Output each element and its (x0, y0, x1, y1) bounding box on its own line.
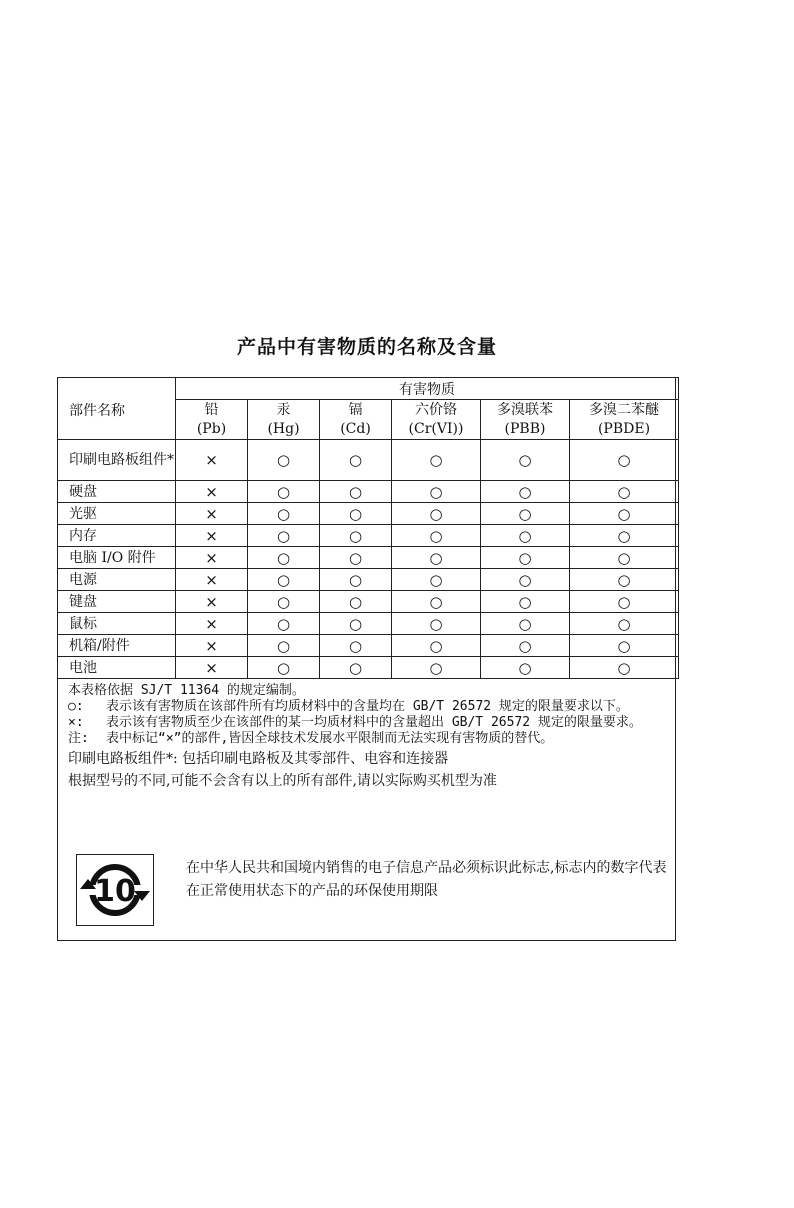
substance-value-cell (248, 503, 320, 525)
table-row (58, 591, 679, 613)
part-name-cell: 键盘 (58, 591, 176, 613)
exceeds-mark: × (205, 570, 218, 589)
exceeds-mark: × (205, 504, 218, 523)
substance-value-cell (481, 635, 570, 657)
substance-value-cell (481, 481, 570, 503)
part-name-cell: 机箱/附件 (58, 635, 176, 657)
cross-note (68, 715, 668, 731)
substance-value-cell (176, 481, 248, 503)
compliant-mark: ○ (276, 658, 291, 677)
substance-value-cell (570, 657, 679, 679)
substance-value-cell (481, 525, 570, 547)
compliant-mark: ○ (429, 526, 443, 545)
page-title: 产品中有害物质的名称及含量 (236, 336, 497, 358)
substance-value-cell (481, 657, 570, 679)
efup-logo-number: 10 (94, 874, 136, 909)
substance-value-cell (248, 657, 320, 679)
basis-note: 本表格依据 SJ/T 11364 的规定编制。 (68, 683, 305, 698)
part-name-cell: 鼠标 (58, 613, 176, 635)
substance-value-cell (481, 503, 570, 525)
substance-header (481, 400, 570, 440)
compliant-mark: ○ (617, 570, 631, 589)
compliant-mark: ○ (518, 504, 532, 523)
substance-value-cell (392, 591, 481, 613)
compliant-mark: ○ (276, 570, 291, 589)
substance-value-cell (320, 525, 392, 547)
exceeds-mark: × (205, 636, 218, 655)
compliant-mark: ○ (348, 482, 363, 501)
table-row (58, 635, 679, 657)
compliant-mark: ○ (348, 526, 363, 545)
compliant-mark: ○ (276, 526, 291, 545)
substance-value-cell (176, 591, 248, 613)
exceeds-mark: × (205, 592, 218, 611)
compliant-mark: ○ (429, 614, 443, 633)
table-row (58, 547, 679, 569)
substance-value-cell (570, 481, 679, 503)
substance-header (570, 400, 679, 440)
compliant-mark: ○ (276, 504, 291, 523)
exceeds-mark: × (205, 526, 218, 545)
part-name-cell: 电脑 I/O 附件 (58, 547, 176, 569)
exceeds-mark: × (205, 451, 218, 469)
efup-logo (76, 854, 154, 926)
compliant-mark: ○ (429, 658, 443, 677)
part-name-cell: 光驱 (58, 503, 176, 525)
substance-value-cell (176, 657, 248, 679)
substance-value-cell (176, 525, 248, 547)
exceeds-mark: × (205, 482, 218, 501)
substance-value-cell (248, 547, 320, 569)
table-row (58, 503, 679, 525)
compliant-mark: ○ (276, 548, 291, 567)
table-row (58, 440, 679, 481)
compliant-mark: ○ (617, 636, 631, 655)
substance-value-cell (570, 547, 679, 569)
substance-name: 铅 (204, 401, 219, 418)
compliant-mark: ○ (348, 548, 363, 567)
hazardous-substances-table (57, 377, 679, 679)
compliant-mark: ○ (429, 482, 443, 501)
compliant-mark: ○ (276, 482, 291, 501)
compliant-mark: ○ (617, 451, 631, 469)
cross-note-text: 表示该有害物质至少在该部件的某一均质材料中的含量超出 GB/T 26572 规定的限量要求。 (106, 715, 642, 730)
substance-value-cell (481, 591, 570, 613)
substance-value-cell (176, 613, 248, 635)
substance-header (176, 400, 248, 440)
compliant-mark: ○ (276, 636, 291, 655)
compliant-mark: ○ (348, 614, 363, 633)
substance-value-cell (248, 569, 320, 591)
substance-name: 多溴二苯醚 (589, 401, 659, 418)
compliant-mark: ○ (276, 614, 291, 633)
substance-value-cell (320, 657, 392, 679)
compliant-mark: ○ (348, 451, 363, 469)
compliant-mark: ○ (276, 451, 291, 469)
compliant-mark: ○ (518, 548, 532, 567)
compliant-mark: ○ (429, 592, 443, 611)
compliant-mark: ○ (429, 636, 443, 655)
substance-value-cell (392, 481, 481, 503)
substance-value-cell (570, 503, 679, 525)
part-name-cell: 硬盘 (58, 481, 176, 503)
table-row (58, 613, 679, 635)
substance-value-cell (392, 657, 481, 679)
remark-note (68, 731, 668, 747)
substance-value-cell (320, 481, 392, 503)
substance-value-cell (320, 613, 392, 635)
table-row (58, 481, 679, 503)
substance-header (248, 400, 320, 440)
substance-symbol: (Cr(VI)) (408, 420, 464, 437)
substance-value-cell (392, 440, 481, 481)
substance-symbol: (Cd) (340, 420, 371, 437)
substance-value-cell (392, 547, 481, 569)
substance-value-cell (392, 525, 481, 547)
substance-value-cell (176, 635, 248, 657)
compliant-mark: ○ (518, 636, 532, 655)
table-row (58, 657, 679, 679)
compliant-mark: ○ (518, 592, 532, 611)
substance-value-cell (570, 569, 679, 591)
substance-value-cell (392, 569, 481, 591)
substance-value-cell (320, 547, 392, 569)
substance-value-cell (248, 613, 320, 635)
substance-value-cell (570, 591, 679, 613)
compliant-mark: ○ (617, 526, 631, 545)
substance-value-cell (248, 440, 320, 481)
substance-symbol: (PBDE) (597, 420, 651, 437)
substance-value-cell (248, 525, 320, 547)
substance-value-cell (176, 547, 248, 569)
compliant-mark: ○ (617, 658, 631, 677)
compliant-mark: ○ (429, 451, 443, 469)
compliant-mark: ○ (617, 482, 631, 501)
substance-value-cell (320, 440, 392, 481)
substance-value-cell (570, 440, 679, 481)
substance-value-cell (481, 440, 570, 481)
table-row (58, 525, 679, 547)
substance-name: 多溴联苯 (497, 401, 553, 418)
part-name-cell: 电源 (58, 569, 176, 591)
compliant-mark: ○ (617, 504, 631, 523)
notes-section (68, 683, 668, 791)
remark-note-mark: 注: (68, 731, 89, 746)
substance-value-cell (248, 635, 320, 657)
compliant-mark: ○ (429, 570, 443, 589)
substance-value-cell (320, 591, 392, 613)
substance-value-cell (176, 569, 248, 591)
pcb-note: 印刷电路板组件*: 包括印刷电路板及其零部件、电容和连接器 (68, 751, 449, 767)
efup-description: 在中华人民共和国境内销售的电子信息产品必须标识此标志,标志内的数字代表在正常使用状态下的产品的环保使用期限 (186, 860, 667, 899)
circle-note-mark: ○: (68, 699, 84, 714)
substance-value-cell (481, 613, 570, 635)
compliant-mark: ○ (518, 526, 532, 545)
table-row (58, 569, 679, 591)
compliant-mark: ○ (276, 592, 291, 611)
compliant-mark: ○ (348, 504, 363, 523)
compliant-mark: ○ (617, 548, 631, 567)
substance-value-cell (481, 547, 570, 569)
part-name-cell: 电池 (58, 657, 176, 679)
remark-note-text: 表中标记“×”的部件,皆因全球技术发展水平限制而无法实现有害物质的替代。 (106, 731, 554, 746)
compliant-mark: ○ (348, 592, 363, 611)
circle-note (68, 699, 668, 715)
compliant-mark: ○ (617, 614, 631, 633)
substance-name: 汞 (276, 401, 291, 418)
substance-value-cell (392, 613, 481, 635)
model-note: 根据型号的不同,可能不会含有以上的所有部件,请以实际购买机型为准 (68, 773, 497, 789)
circle-note-text: 表示该有害物质在该部件所有均质材料中的含量均在 GB/T 26572 规定的限量要求以下。 (106, 699, 629, 714)
substance-value-cell (392, 635, 481, 657)
exceeds-mark: × (205, 548, 218, 567)
substance-value-cell (176, 440, 248, 481)
part-name-header: 部件名称 (58, 378, 176, 440)
compliant-mark: ○ (518, 482, 532, 501)
substance-symbol: (PBB) (504, 420, 546, 437)
substance-value-cell (248, 591, 320, 613)
cross-note-mark: ×: (68, 715, 84, 730)
substance-value-cell (320, 635, 392, 657)
substance-value-cell (248, 481, 320, 503)
compliant-mark: ○ (617, 592, 631, 611)
substance-name: 六价铬 (415, 401, 457, 418)
substance-name: 镉 (348, 401, 363, 418)
compliant-mark: ○ (348, 658, 363, 677)
efup-recycle-icon (77, 855, 153, 925)
compliant-mark: ○ (429, 504, 443, 523)
compliant-mark: ○ (429, 548, 443, 567)
substance-value-cell (481, 569, 570, 591)
substance-header (392, 400, 481, 440)
part-name-cell: 印刷电路板组件* (58, 440, 176, 481)
compliant-mark: ○ (518, 451, 532, 469)
compliant-mark: ○ (518, 658, 532, 677)
substance-symbol: (Pb) (196, 420, 227, 437)
compliant-mark: ○ (518, 614, 532, 633)
substance-value-cell (176, 503, 248, 525)
substance-group-header: 有害物质 (176, 378, 679, 400)
substance-value-cell (570, 525, 679, 547)
compliant-mark: ○ (348, 570, 363, 589)
compliant-mark: ○ (518, 570, 532, 589)
substance-value-cell (570, 635, 679, 657)
exceeds-mark: × (205, 658, 218, 677)
substance-value-cell (570, 613, 679, 635)
substance-value-cell (320, 569, 392, 591)
part-name-cell: 内存 (58, 525, 176, 547)
substance-header (320, 400, 392, 440)
substance-value-cell (320, 503, 392, 525)
substance-symbol: (Hg) (267, 420, 300, 437)
substance-value-cell (392, 503, 481, 525)
compliant-mark: ○ (348, 636, 363, 655)
exceeds-mark: × (205, 614, 218, 633)
